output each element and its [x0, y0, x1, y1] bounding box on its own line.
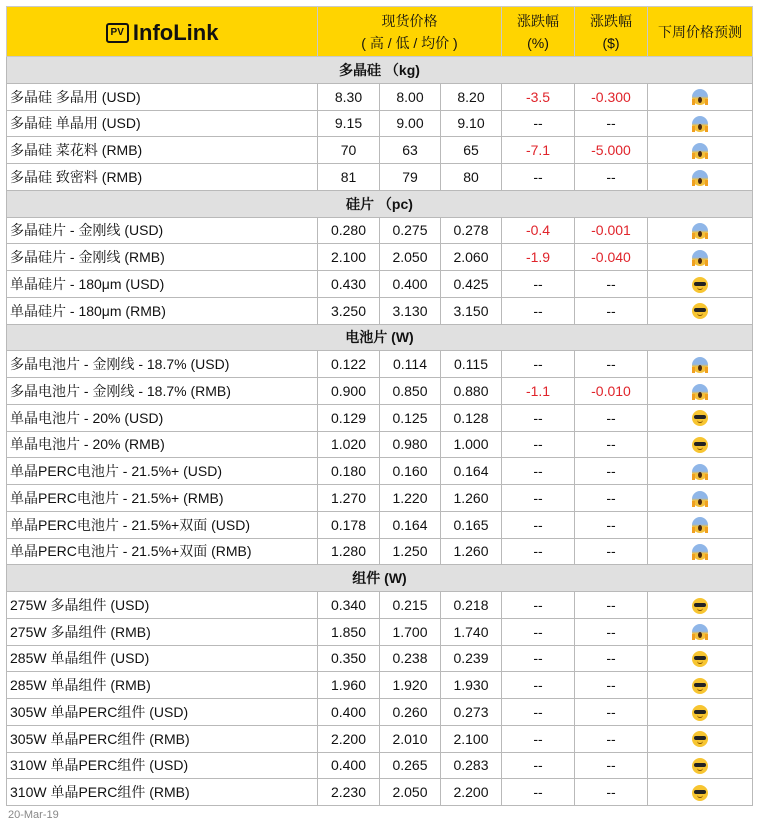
change-pct: -- [502, 297, 575, 324]
table-row [7, 271, 753, 298]
product-name: 305W 单晶PERC组件 (RMB) [7, 725, 318, 752]
section-row [7, 324, 753, 351]
price-low: 0.275 [380, 217, 441, 244]
change-pct: -- [502, 271, 575, 298]
screaming-face-icon [692, 384, 708, 400]
change-pct: -- [502, 164, 575, 191]
price-high: 0.350 [318, 645, 380, 672]
product-name: 多晶电池片 - 金刚线 - 18.7% (USD) [7, 351, 318, 378]
section-title: 多晶硅 （kg) [7, 57, 753, 84]
price-high: 1.960 [318, 672, 380, 699]
price-high: 70 [318, 137, 380, 164]
change-pct: -- [502, 752, 575, 779]
change-usd: -- [575, 699, 648, 726]
price-avg: 0.218 [441, 592, 502, 619]
forecast-cell [648, 752, 753, 779]
change-usd: -- [575, 511, 648, 538]
price-low: 63 [380, 137, 441, 164]
sunglasses-face-icon [692, 277, 708, 293]
sunglasses-face-icon [692, 651, 708, 667]
price-low: 79 [380, 164, 441, 191]
table-row [7, 779, 753, 806]
forecast-cell [648, 378, 753, 405]
change-pct: -- [502, 431, 575, 458]
price-high: 8.30 [318, 83, 380, 110]
price-low: 1.220 [380, 485, 441, 512]
price-avg: 0.273 [441, 699, 502, 726]
price-low: 0.238 [380, 645, 441, 672]
change-usd: -- [575, 672, 648, 699]
change-pct: -- [502, 511, 575, 538]
price-avg: 0.128 [441, 404, 502, 431]
change-usd: -- [575, 164, 648, 191]
logo-text: InfoLink [132, 20, 219, 45]
product-name: 多晶硅 多晶用 (USD) [7, 83, 318, 110]
screaming-face-icon [692, 89, 708, 105]
table-row [7, 297, 753, 324]
table-row [7, 110, 753, 137]
price-high: 0.400 [318, 752, 380, 779]
sunglasses-face-icon [692, 437, 708, 453]
change-pct: -1.1 [502, 378, 575, 405]
price-high: 1.270 [318, 485, 380, 512]
change-pct: -- [502, 592, 575, 619]
product-name: 多晶硅 菜花料 (RMB) [7, 137, 318, 164]
price-avg: 0.425 [441, 271, 502, 298]
change-pct: -- [502, 672, 575, 699]
change-usd: -- [575, 458, 648, 485]
price-low: 1.250 [380, 538, 441, 565]
change-pct-header [502, 7, 575, 57]
table-row [7, 164, 753, 191]
change-usd: -- [575, 752, 648, 779]
change-pct: -7.1 [502, 137, 575, 164]
change-pct: -- [502, 351, 575, 378]
logo [7, 7, 318, 57]
change-usd: -0.040 [575, 244, 648, 271]
change-pct: -- [502, 779, 575, 806]
change-pct: -- [502, 404, 575, 431]
table-row [7, 458, 753, 485]
screaming-face-icon [692, 250, 708, 266]
price-table [6, 6, 753, 806]
change-usd: -- [575, 485, 648, 512]
price-low: 0.980 [380, 431, 441, 458]
price-avg: 0.164 [441, 458, 502, 485]
screaming-face-icon [692, 544, 708, 560]
product-name: 单晶PERC电池片 - 21.5%+双面 (RMB) [7, 538, 318, 565]
product-name: 285W 单晶组件 (RMB) [7, 672, 318, 699]
table-row [7, 725, 753, 752]
section-title: 组件 (W) [7, 565, 753, 592]
change-usd: -- [575, 351, 648, 378]
screaming-face-icon [692, 517, 708, 533]
table-row [7, 378, 753, 405]
price-high: 0.400 [318, 699, 380, 726]
forecast-cell [648, 645, 753, 672]
change-usd: -- [575, 779, 648, 806]
price-low: 1.920 [380, 672, 441, 699]
price-avg: 1.260 [441, 485, 502, 512]
product-name: 多晶硅片 - 金刚线 (RMB) [7, 244, 318, 271]
forecast-cell [648, 485, 753, 512]
change-usd: -- [575, 725, 648, 752]
section-row [7, 190, 753, 217]
sunglasses-face-icon [692, 303, 708, 319]
product-name: 275W 多晶组件 (USD) [7, 592, 318, 619]
screaming-face-icon [692, 223, 708, 239]
price-low: 1.700 [380, 618, 441, 645]
sunglasses-face-icon [692, 410, 708, 426]
spot-price-header [318, 7, 502, 57]
price-high: 0.122 [318, 351, 380, 378]
price-avg: 2.100 [441, 725, 502, 752]
change-usd: -- [575, 538, 648, 565]
forecast-cell [648, 271, 753, 298]
table-row [7, 538, 753, 565]
change-usd: -0.001 [575, 217, 648, 244]
forecast-cell [648, 404, 753, 431]
product-name: 275W 多晶组件 (RMB) [7, 618, 318, 645]
forecast-cell [648, 110, 753, 137]
price-low: 0.265 [380, 752, 441, 779]
table-row [7, 699, 753, 726]
sunglasses-face-icon [692, 598, 708, 614]
product-name: 310W 单晶PERC组件 (RMB) [7, 779, 318, 806]
product-name: 多晶硅片 - 金刚线 (USD) [7, 217, 318, 244]
table-row [7, 618, 753, 645]
forecast-cell [648, 511, 753, 538]
change-usd-unit: ($) [602, 34, 620, 51]
price-high: 0.900 [318, 378, 380, 405]
forecast-cell [648, 244, 753, 271]
change-pct: -- [502, 538, 575, 565]
price-avg: 8.20 [441, 83, 502, 110]
change-usd: -- [575, 297, 648, 324]
forecast-header: 下周价格预测 [648, 7, 753, 57]
price-avg: 0.278 [441, 217, 502, 244]
change-usd: -- [575, 645, 648, 672]
change-pct: -- [502, 110, 575, 137]
forecast-cell [648, 431, 753, 458]
change-pct: -1.9 [502, 244, 575, 271]
price-high: 9.15 [318, 110, 380, 137]
price-low: 9.00 [380, 110, 441, 137]
price-high: 0.280 [318, 217, 380, 244]
price-high: 0.180 [318, 458, 380, 485]
price-avg: 3.150 [441, 297, 502, 324]
table-row [7, 351, 753, 378]
pv-logo-icon: PV [106, 23, 129, 43]
change-usd: -5.000 [575, 137, 648, 164]
price-low: 0.114 [380, 351, 441, 378]
table-row [7, 431, 753, 458]
price-low: 2.050 [380, 779, 441, 806]
forecast-cell [648, 538, 753, 565]
product-name: 305W 单晶PERC组件 (USD) [7, 699, 318, 726]
product-name: 单晶硅片 - 180μm (RMB) [7, 297, 318, 324]
screaming-face-icon [692, 464, 708, 480]
forecast-cell [648, 672, 753, 699]
spot-price-label: 现货价格 [381, 12, 438, 29]
change-usd: -- [575, 404, 648, 431]
product-name: 单晶电池片 - 20% (USD) [7, 404, 318, 431]
price-high: 0.178 [318, 511, 380, 538]
change-pct: -- [502, 725, 575, 752]
table-header [7, 7, 753, 57]
table-row [7, 752, 753, 779]
price-high: 1.850 [318, 618, 380, 645]
screaming-face-icon [692, 116, 708, 132]
change-usd-label: 涨跌幅 [590, 12, 632, 29]
change-pct: -- [502, 618, 575, 645]
screaming-face-icon [692, 170, 708, 186]
price-high: 2.200 [318, 725, 380, 752]
change-pct-label: 涨跌幅 [517, 12, 559, 29]
forecast-cell [648, 779, 753, 806]
screaming-face-icon [692, 357, 708, 373]
change-usd: -- [575, 618, 648, 645]
change-pct: -- [502, 645, 575, 672]
price-high: 81 [318, 164, 380, 191]
price-low: 2.010 [380, 725, 441, 752]
product-name: 285W 单晶组件 (USD) [7, 645, 318, 672]
product-name: 多晶电池片 - 金刚线 - 18.7% (RMB) [7, 378, 318, 405]
price-low: 0.125 [380, 404, 441, 431]
price-avg: 65 [441, 137, 502, 164]
section-title: 电池片 (W) [7, 324, 753, 351]
price-low: 2.050 [380, 244, 441, 271]
price-high: 1.020 [318, 431, 380, 458]
forecast-cell [648, 164, 753, 191]
forecast-cell [648, 217, 753, 244]
price-high: 1.280 [318, 538, 380, 565]
change-usd: -0.010 [575, 378, 648, 405]
price-low: 0.260 [380, 699, 441, 726]
sunglasses-face-icon [692, 678, 708, 694]
table-row [7, 244, 753, 271]
price-avg: 0.239 [441, 645, 502, 672]
price-avg: 80 [441, 164, 502, 191]
price-avg: 0.283 [441, 752, 502, 779]
section-row [7, 57, 753, 84]
forecast-cell [648, 618, 753, 645]
change-usd: -0.300 [575, 83, 648, 110]
price-avg: 1.000 [441, 431, 502, 458]
forecast-cell [648, 83, 753, 110]
change-pct: -- [502, 699, 575, 726]
product-name: 多晶硅 致密料 (RMB) [7, 164, 318, 191]
spot-price-sub: ( 高 / 低 / 均价 ) [361, 34, 458, 51]
table-row [7, 592, 753, 619]
change-usd: -- [575, 110, 648, 137]
price-avg: 1.740 [441, 618, 502, 645]
change-pct: -0.4 [502, 217, 575, 244]
price-high: 0.340 [318, 592, 380, 619]
table-row [7, 645, 753, 672]
price-avg: 9.10 [441, 110, 502, 137]
product-name: 单晶PERC电池片 - 21.5%+双面 (USD) [7, 511, 318, 538]
forecast-cell [648, 725, 753, 752]
price-low: 0.215 [380, 592, 441, 619]
change-pct: -- [502, 485, 575, 512]
change-pct: -3.5 [502, 83, 575, 110]
table-row [7, 672, 753, 699]
table-row [7, 83, 753, 110]
table-row [7, 217, 753, 244]
table-row [7, 137, 753, 164]
change-usd: -- [575, 592, 648, 619]
sunglasses-face-icon [692, 705, 708, 721]
change-usd-header [575, 7, 648, 57]
price-avg: 0.165 [441, 511, 502, 538]
sunglasses-face-icon [692, 758, 708, 774]
price-high: 2.230 [318, 779, 380, 806]
section-row [7, 565, 753, 592]
price-avg: 2.200 [441, 779, 502, 806]
product-name: 单晶PERC电池片 - 21.5%+ (RMB) [7, 485, 318, 512]
price-low: 0.164 [380, 511, 441, 538]
price-avg: 0.115 [441, 351, 502, 378]
product-name: 多晶硅 单晶用 (USD) [7, 110, 318, 137]
product-name: 单晶PERC电池片 - 21.5%+ (USD) [7, 458, 318, 485]
price-avg: 1.930 [441, 672, 502, 699]
change-pct: -- [502, 458, 575, 485]
price-avg: 1.260 [441, 538, 502, 565]
forecast-cell [648, 351, 753, 378]
price-avg: 2.060 [441, 244, 502, 271]
price-low: 0.160 [380, 458, 441, 485]
price-low: 0.850 [380, 378, 441, 405]
forecast-cell [648, 137, 753, 164]
price-high: 3.250 [318, 297, 380, 324]
price-high: 0.430 [318, 271, 380, 298]
price-high: 0.129 [318, 404, 380, 431]
product-name: 310W 单晶PERC组件 (USD) [7, 752, 318, 779]
date-label: 20-Mar-19 [8, 809, 59, 821]
forecast-cell [648, 699, 753, 726]
price-avg: 0.880 [441, 378, 502, 405]
forecast-cell [648, 458, 753, 485]
table-row [7, 485, 753, 512]
sunglasses-face-icon [692, 785, 708, 801]
change-usd: -- [575, 431, 648, 458]
price-low: 8.00 [380, 83, 441, 110]
sunglasses-face-icon [692, 731, 708, 747]
screaming-face-icon [692, 143, 708, 159]
price-high: 2.100 [318, 244, 380, 271]
product-name: 单晶电池片 - 20% (RMB) [7, 431, 318, 458]
change-usd: -- [575, 271, 648, 298]
price-low: 0.400 [380, 271, 441, 298]
section-title: 硅片 （pc) [7, 190, 753, 217]
table-row [7, 404, 753, 431]
screaming-face-icon [692, 624, 708, 640]
price-low: 3.130 [380, 297, 441, 324]
forecast-cell [648, 592, 753, 619]
screaming-face-icon [692, 491, 708, 507]
product-name: 单晶硅片 - 180μm (USD) [7, 271, 318, 298]
table-row [7, 511, 753, 538]
forecast-cell [648, 297, 753, 324]
change-pct-unit: (%) [527, 34, 549, 51]
